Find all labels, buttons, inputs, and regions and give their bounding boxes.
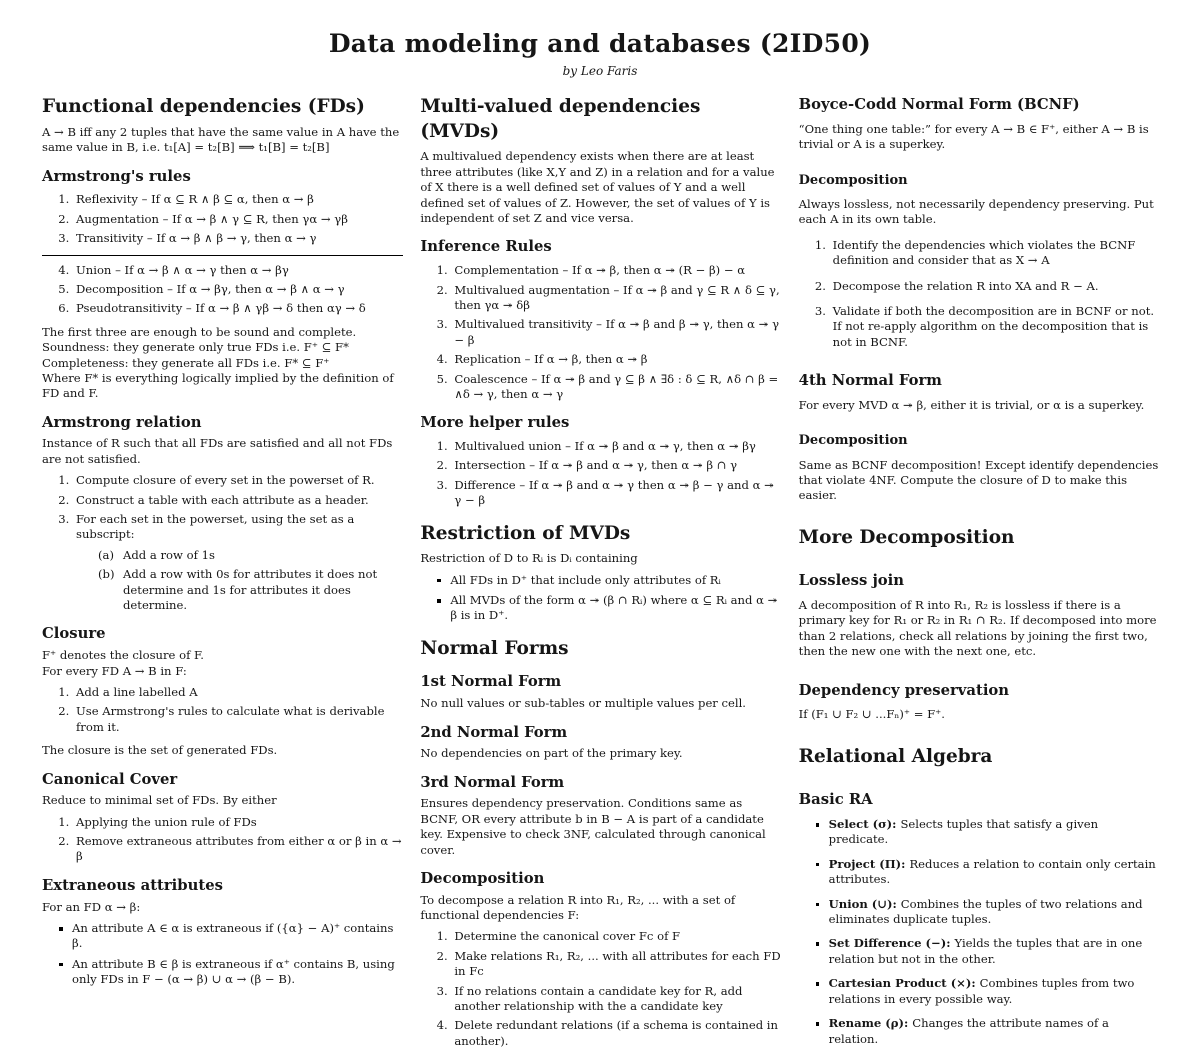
list-item: Add a row of 1s <box>123 547 215 562</box>
heading-1st-normal-form: 1st Normal Form <box>420 673 562 691</box>
list-item <box>73 512 403 613</box>
list-item: 1. Compute closure of every set in the powerset of R. <box>73 473 403 488</box>
operator-name: Union (∪): <box>828 896 897 911</box>
list-item: 6. Pseudotransitivity – If α → β ∧ γβ → δ then αγ → δ <box>73 301 403 316</box>
list-item <box>829 976 1160 1007</box>
operator-name: Project (Π): <box>828 856 906 871</box>
list-item: 2. Remove extraneous attributes from either α or β in α → β <box>73 834 403 865</box>
list-item: 1. Applying the union rule of FDs <box>73 815 403 830</box>
list-item: An attribute B ∈ β is extraneous if α⁺ contains B, using only FDs in F − (α → β) ∪ α → (β − B). <box>72 957 403 988</box>
closure-lines <box>42 648 403 679</box>
operator-name: Rename (ρ): <box>828 1016 909 1031</box>
list-item: Add a row with 0s for attributes it does not determine and 1s for attributes it does determine. <box>123 567 378 613</box>
restriction-bullets <box>420 573 781 624</box>
note-line: The first three are enough to be sound and complete. <box>42 324 357 339</box>
note-line: Soundness: they generate only true FDs i.e. F⁺ ⊆ F* <box>42 340 349 355</box>
column-bcnf-ra <box>799 95 1160 1056</box>
section-title-fds: Functional dependencies (FDs) <box>42 96 365 118</box>
operator-desc: Selects tuples that satisfy a given predicate. <box>828 817 1099 847</box>
heading-extraneous-attributes: Extraneous attributes <box>42 876 223 894</box>
heading-4nf-decomposition: Decomposition <box>798 433 908 449</box>
heading-bcnf: Boyce-Codd Normal Form (BCNF) <box>798 96 1080 114</box>
list-item: 3. Difference – If α ↠ β and α ↠ γ then α ↠ β − γ and α ↠ γ − β <box>451 478 781 509</box>
armstrong-rules-list-1 <box>42 192 403 246</box>
nf1-text: No null values or sub-tables or multiple values per cell. <box>420 696 746 711</box>
operator-name: Cartesian Product (×): <box>828 976 976 991</box>
list-item: 3. Transitivity – If α → β ∧ β → γ, then α → γ <box>73 231 403 246</box>
decomposition-3nf-steps <box>420 929 781 1049</box>
list-item: 2. Use Armstrong's rules to calculate what is derivable from it. <box>73 704 403 735</box>
extraneous-bullets <box>42 921 403 988</box>
list-item: 5. Coalescence – If α ↠ β and γ ⊆ β ∧ ∃δ : δ ⊆ R, ∧δ ∩ β = ∧δ → γ, then α → γ <box>451 372 781 403</box>
note-line: Where F* is everything logically implied by the definition of FD and F. <box>42 370 394 401</box>
nf3-text: Ensures dependency preservation. Conditions same as BCNF, OR every attribute b in B − A is part of a candidate key. Expensive to check 3NF, calculated through canonical cover. <box>420 796 766 857</box>
column-layout <box>0 80 1200 1057</box>
heading-canonical-cover: Canonical Cover <box>42 770 178 788</box>
section-title-more-decomposition: More Decomposition <box>798 526 1015 548</box>
soundness-notes <box>42 325 403 402</box>
note-line: For every FD A → B in F: <box>42 663 187 678</box>
heading-more-helper-rules: More helper rules <box>420 414 570 432</box>
list-item: 4. Delete redundant relations (if a schema is contained in another). <box>451 1018 781 1049</box>
list-item <box>829 1016 1160 1047</box>
bcnf-text: “One thing one table:” for every A → B ∈ F⁺, either A → B is trivial or A is a superkey. <box>798 121 1149 152</box>
heading-armstrongs-rules: Armstrong's rules <box>42 167 191 185</box>
armstrong-rules-list-2 <box>42 263 403 317</box>
list-item: All MVDs of the form α ↠ (β ∩ Rᵢ) where α ⊆ Rᵢ and α ↠ β is in D⁺. <box>450 593 781 624</box>
lossless-join-text: A decomposition of R into R₁, R₂ is lossless if there is a primary key for R₁ or R₂ in R₁ ∩ R₂. If decomposed into more than 2 relations, check all relations by joining the first two, then the new one with the next one, etc. <box>798 598 1157 659</box>
list-item: 5. Decomposition – If α → βγ, then α → β ∧ α → γ <box>73 282 403 297</box>
heading-4th-normal-form: 4th Normal Form <box>798 372 942 390</box>
list-item: 1. Complementation – If α ↠ β, then α ↠ (R − β) − α <box>451 263 781 278</box>
restriction-intro: Restriction of D to Rᵢ is Dᵢ containing <box>420 551 638 566</box>
list-item <box>829 897 1160 928</box>
heading-closure: Closure <box>42 625 106 643</box>
list-item: 3. If no relations contain a candidate key for R, add another relationship with the a candidate key <box>451 984 781 1015</box>
list-item: 1. Add a line labelled A <box>73 685 403 700</box>
operator-desc: Yields the tuples that are in one relation but not in the other. <box>828 936 1143 966</box>
list-item <box>829 817 1160 848</box>
canonical-cover-steps <box>42 815 403 865</box>
section-title-relational-algebra: Relational Algebra <box>798 745 993 767</box>
list-item: 2. Decompose the relation R into XA and R − A. <box>830 279 1160 294</box>
canonical-cover-intro: Reduce to minimal set of FDs. By either <box>42 793 277 808</box>
bcnf-decomposition-text: Always lossless, not necessarily dependency preserving. Put each A in its own table. <box>798 196 1154 227</box>
operator-desc: Combines tuples from two relations in every possible way. <box>828 976 1135 1006</box>
armstrong-relation-substeps <box>76 548 403 614</box>
extraneous-intro: For an FD α → β: <box>42 899 141 914</box>
list-item: 1. Multivalued union – If α ↠ β and α ↠ γ, then α ↠ βγ <box>451 439 781 454</box>
list-item: 1. Identify the dependencies which violates the BCNF definition and consider that as X → A <box>830 238 1160 269</box>
decomposition-3nf-intro: To decompose a relation R into R₁, R₂, ... with a set of functional dependencies F: <box>420 892 736 922</box>
list-item <box>829 936 1160 967</box>
operator-name: Set Difference (−): <box>828 936 951 951</box>
list-item: 3. Multivalued transitivity – If α ↠ β and β ↠ γ, then α ↠ γ − β <box>451 317 781 348</box>
inference-rules-list <box>420 263 781 402</box>
helper-rules-list <box>420 439 781 509</box>
list-item: 2. Construct a table with each attribute as a header. <box>73 493 403 508</box>
heading-bcnf-decomposition: Decomposition <box>798 172 908 188</box>
column-mvds-normal-forms <box>420 95 781 1057</box>
nf4-decomposition-text: Same as BCNF decomposition! Except identify dependencies that violate 4NF. Compute the closure of D to make this easier. <box>798 457 1159 503</box>
heading-decomposition-3nf: Decomposition <box>420 869 545 887</box>
list-item: 4. Union – If α → β ∧ α → γ then α → βγ <box>73 263 403 278</box>
list-item: 4. Replication – If α → β, then α ↠ β <box>451 352 781 367</box>
operator-desc: Reduces a relation to contain only certain attributes. <box>828 856 1156 887</box>
nf4-text: For every MVD α ↠ β, either it is trivial, or α is a superkey. <box>798 397 1145 412</box>
section-title-normal-forms: Normal Forms <box>420 637 569 659</box>
dependency-preservation-text: If (F₁ ∪ F₂ ∪ ...Fₙ)⁺ = F⁺. <box>798 707 945 722</box>
document-byline: by Leo Faris <box>562 64 638 79</box>
fds-intro: A → B iff any 2 tuples that have the same value in A have the same value in B, i.e. t₁[A] = t₂[B] ⟹ t₁[B] = t₂[B] <box>42 124 400 155</box>
closure-steps <box>42 685 403 735</box>
section-title-restriction-of-mvds: Restriction of MVDs <box>420 522 631 544</box>
heading-2nd-normal-form: 2nd Normal Form <box>420 723 568 741</box>
operator-desc: Changes the attribute names of a relation. <box>828 1016 1109 1046</box>
bcnf-decomposition-steps <box>799 238 1160 350</box>
heading-dependency-preservation: Dependency preservation <box>798 681 1010 699</box>
section-title-mvds: Multi-valued dependencies (MVDs) <box>420 96 701 142</box>
divider-line <box>42 255 403 256</box>
heading-inference-rules: Inference Rules <box>420 238 552 256</box>
list-item: 1. Reflexivity – If α ⊆ R ∧ β ⊆ α, then α → β <box>73 192 403 207</box>
note-line: F⁺ denotes the closure of F. <box>42 648 204 663</box>
document-title: Data modeling and databases (2ID50) <box>328 29 872 58</box>
armstrong-relation-intro: Instance of R such that all FDs are satisfied and all not FDs are not satisfied. <box>42 436 393 466</box>
basic-ra-operators <box>799 817 1160 1047</box>
list-item: 3. Validate if both the decomposition are in BCNF or not. If not re-apply algorithm on the decomposition that is not in BCNF. <box>830 304 1160 350</box>
heading-lossless-join: Lossless join <box>798 572 905 590</box>
list-item: 2. Augmentation – If α → β ∧ γ ⊆ R, then γα → γβ <box>73 212 403 227</box>
note-line: Completeness: they generate all FDs i.e. F* ⊆ F⁺ <box>42 355 330 370</box>
operator-desc: Combines the tuples of two relations and eliminates duplicate tuples. <box>828 896 1143 927</box>
nf2-text: No dependencies on part of the primary key. <box>420 746 683 761</box>
heading-basic-ra: Basic RA <box>798 791 873 809</box>
operator-name: Select (σ): <box>828 817 897 832</box>
column-functional-dependencies <box>42 95 403 995</box>
mvds-intro: A multivalued dependency exists when there are at least three attributes (like X,Y and Z) in a relation and for a value of X there is a well defined set of values of Y and a well defined set of values of Z. However, the set of values of Y is independent of set Z and vice versa. <box>420 149 775 226</box>
list-item: 2. Multivalued augmentation – If α ↠ β and γ ⊆ R ∧ δ ⊆ γ, then γα ↠ δβ <box>451 283 781 314</box>
armstrong-relation-steps <box>42 473 403 613</box>
list-item-text: For each set in the powerset, using the set as a subscript: <box>76 512 355 542</box>
list-item: All FDs in D⁺ that include only attributes of Rᵢ <box>450 573 781 588</box>
list-item: 1. Determine the canonical cover Fc of F <box>451 929 781 944</box>
list-item: 2. Make relations R₁, R₂, ... with all attributes for each FD in Fc <box>451 949 781 980</box>
closure-outro: The closure is the set of generated FDs. <box>42 743 278 758</box>
heading-armstrong-relation: Armstrong relation <box>42 413 202 431</box>
list-item: 2. Intersection – If α ↠ β and α ↠ γ, then α ↠ β ∩ γ <box>451 458 781 473</box>
list-item: An attribute A ∈ α is extraneous if ({α} − A)⁺ contains β. <box>72 921 403 952</box>
list-item <box>829 857 1160 888</box>
heading-3rd-normal-form: 3rd Normal Form <box>420 773 565 791</box>
